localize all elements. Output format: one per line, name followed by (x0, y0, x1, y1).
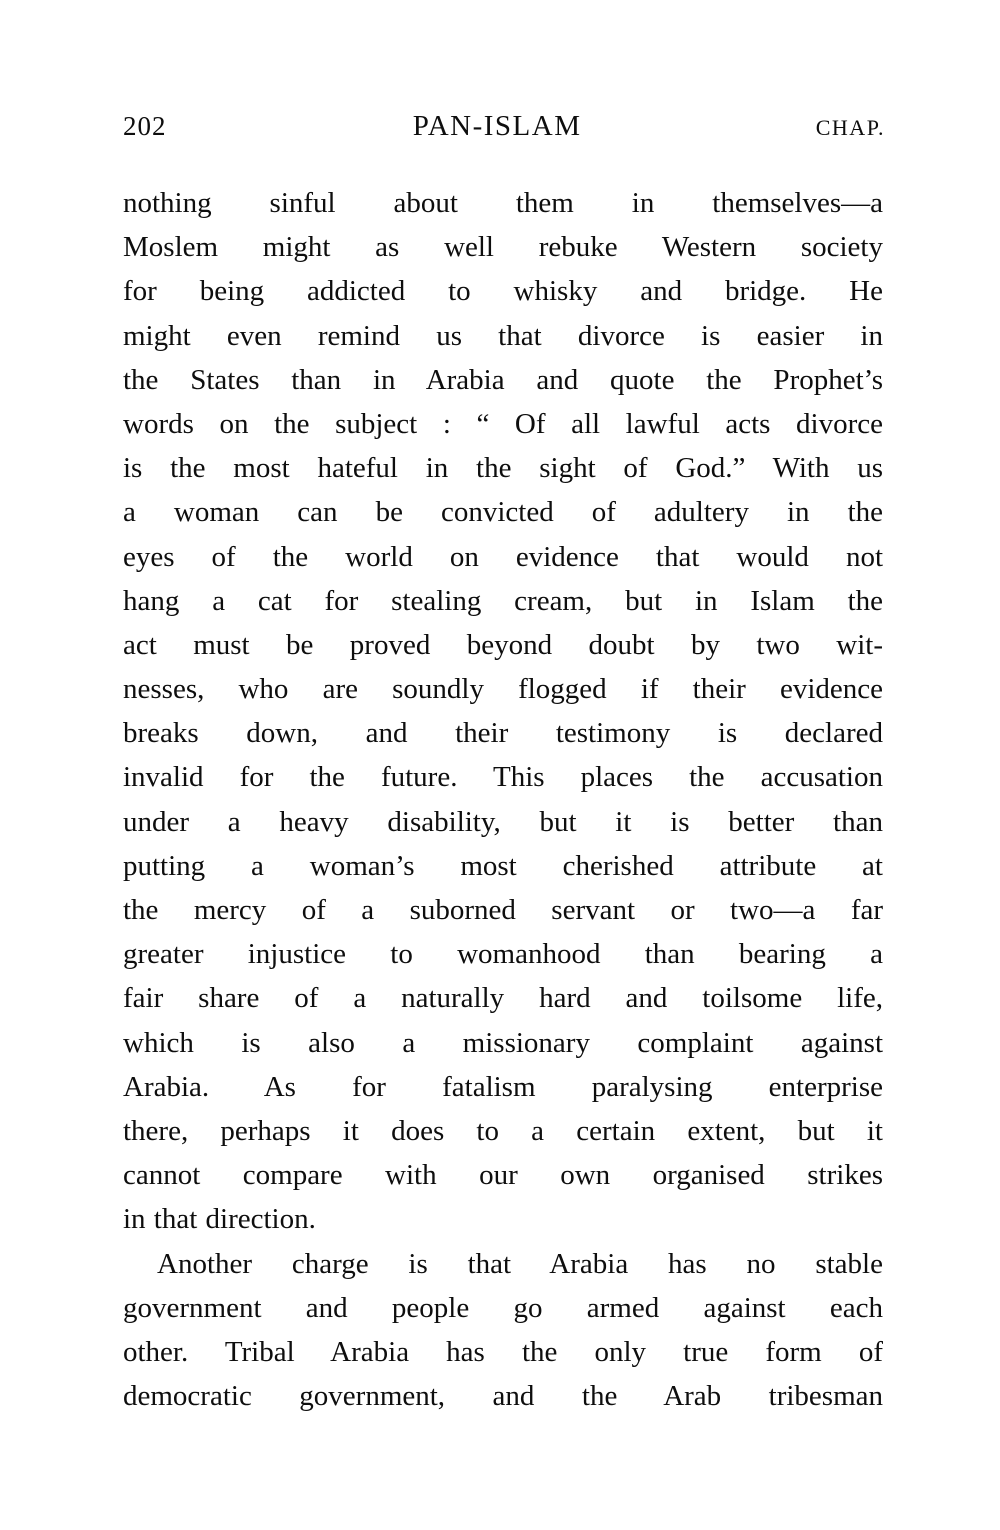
text-line: democratic government, and the Arab tribesman (123, 1380, 883, 1413)
text-line: breaks down, and their testimony is declared (123, 717, 883, 750)
text-line: which is also a missionary complaint against (123, 1026, 883, 1059)
text-line: greater injustice to womanhood than bearing a (123, 938, 883, 971)
text-line: there, perhaps it does to a certain extent, but it (123, 1114, 883, 1147)
running-title: PAN-ISLAM (412, 110, 582, 142)
text-line: is the most hateful in the sight of God.” With us (123, 452, 883, 485)
text-line: a woman can be convicted of adultery in the (123, 496, 883, 529)
text-line: Arabia. As for fatalism paralysing enterprise (123, 1070, 883, 1103)
text-line: nesses, who are soundly flogged if their evidence (123, 673, 883, 706)
text-line: words on the subject : “ Of all lawful acts divorce (123, 407, 883, 440)
text-line: the States than in Arabia and quote the Prophet’s (123, 363, 883, 396)
text-line: cannot compare with our own organised strikes (123, 1159, 883, 1192)
text-line: for being addicted to whisky and bridge. He (123, 275, 883, 308)
text-line-paragraph-start: Another charge is that Arabia has no stable (157, 1247, 883, 1280)
page-number: 202 (123, 111, 167, 141)
text-line: fair share of a naturally hard and toilsome life, (123, 982, 883, 1015)
chapter-label: CHAP. (815, 115, 885, 140)
text-line: other. Tribal Arabia has the only true form of (123, 1335, 883, 1368)
text-line-paragraph-end: in that direction. (123, 1203, 316, 1236)
text-line: eyes of the world on evidence that would not (123, 540, 883, 573)
text-line: might even remind us that divorce is easier in (123, 319, 883, 352)
page-header (123, 110, 885, 143)
text-line: Moslem might as well rebuke Western society (123, 231, 883, 264)
text-line: putting a woman’s most cherished attribute at (123, 849, 883, 882)
text-line: government and people go armed against each (123, 1291, 883, 1324)
body-text (123, 181, 883, 1418)
text-line: nothing sinful about them in themselves—a (123, 187, 883, 219)
text-line: the mercy of a suborned servant or two—a far (123, 894, 883, 926)
text-line: under a heavy disability, but it is better than (123, 805, 883, 838)
text-line: hang a cat for stealing cream, but in Islam the (123, 584, 883, 617)
text-line: act must be proved beyond doubt by two wit- (123, 628, 883, 661)
text-line: invalid for the future. This places the accusation (123, 761, 883, 794)
